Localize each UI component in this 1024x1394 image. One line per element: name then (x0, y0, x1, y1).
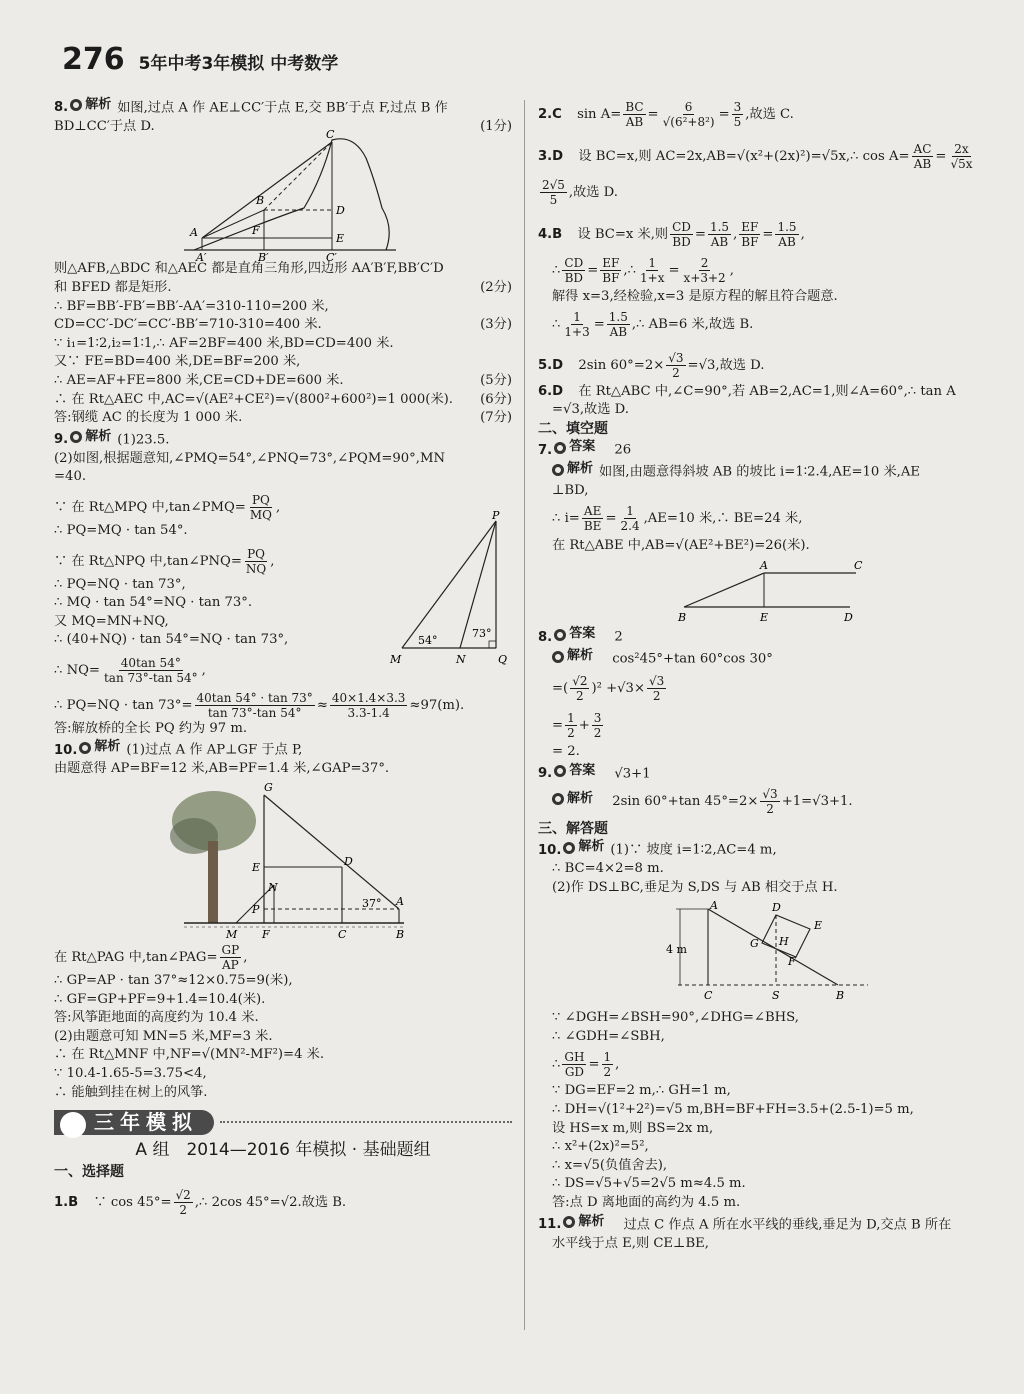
label-B1: B′ (258, 251, 269, 265)
q8-line10: ∴ 在 Rt△AEC 中,AC=√(AE²+CE²)=√(800²+600²)=1 000(米). (6分) (54, 391, 512, 407)
label-height: 4 m (666, 943, 687, 957)
analysis-tag: 解析 (70, 96, 111, 115)
q8-line1: 8. 解析 如图,过点 A 作 AE⊥CC′于点 E,交 BB′于点 F,过点 B 作 (54, 97, 448, 116)
label-angle73: 73° (472, 626, 492, 640)
label-F: F (788, 955, 796, 969)
q10-slope-box-figure (538, 899, 994, 1007)
label-G: G (750, 937, 759, 951)
mock-q3-line2: $\frac{2√5}{5}$ ,故选 D. (542, 177, 618, 207)
q9-line9: 又 MQ=MN+NQ, (54, 613, 169, 629)
label-Q: Q (498, 652, 508, 666)
page-number: 276 (62, 42, 125, 77)
q10-line9: ∵ 10.4-1.65-5=3.75<4, (54, 1065, 207, 1081)
mock-q4-line1: 4.B 设 BC=x 米,则 $\frac{CD}{BD}$ = $\frac{1.5}{AB}$ , $\frac{EF}{BF}$ = $\frac{1.5}{AB}$ , (538, 219, 805, 249)
q10-line7: (2)由题意可知 MN=5 米,MF=3 米. (54, 1028, 273, 1044)
answer-icon (554, 442, 566, 454)
q10-line8: ∴ 在 Rt△MNF 中,NF=√(MN²-MF²)=4 米. (54, 1047, 325, 1063)
analysis-icon (70, 99, 82, 111)
q8-line3: 则△AFB,△BDC 和△AEC 都是直角三角形,四边形 AA′B′F,BB′C′D (54, 261, 444, 277)
label-M: M (390, 652, 402, 666)
q8-mountain-figure (54, 128, 512, 265)
page-header (62, 42, 338, 82)
score: (1分) (480, 118, 512, 134)
mock-q8-line4: = 2. (552, 744, 580, 760)
answer-icon (554, 765, 566, 777)
q9-line12: ∴ PQ=NQ · tan 73°= $\frac{40\tan 54^\circ \cdot \tan 73^\circ}{\tan 73^\circ-\tan 54^\circ}$ ≈ $\frac{40\times 1.4\times 3.3}{3.3-1.4}$ ≈97(m). (54, 690, 465, 720)
q9-line10: ∴ (40+NQ) · tan 54°=NQ · tan 73°, (54, 632, 289, 648)
analysis-icon (552, 464, 564, 476)
analysis-icon (563, 1216, 575, 1228)
mock-q8-answer: 8. 答案 2 (538, 626, 623, 645)
label-A: A (190, 226, 198, 240)
q9-line2: (2)如图,根据题意知,∠PMQ=54°,∠PNQ=73°,∠PQM=90°,MN (54, 450, 446, 466)
mock-q10-line5: ∴ ∠GDH=∠SBH, (552, 1028, 665, 1044)
mock-q10-line3: (2)作 DS⊥BC,垂足为 S,DS 与 AB 相交于点 H. (552, 879, 838, 895)
label-P: P (492, 508, 500, 522)
q9-triangle-figure (384, 508, 514, 673)
mock-q11-line1: 11. 解析 过点 C 作点 A 所在水平线的垂线,垂足为 D,交点 B 所在 (538, 1213, 952, 1232)
mock-q7-line1: 解析 如图,由题意得斜坡 AB 的坡比 i=1∶2.4,AE=10 米,AE (538, 460, 994, 482)
analysis-icon (79, 742, 91, 754)
label-B: B (836, 989, 845, 1003)
q8-line4: 和 BFED 都是矩形. (2分) (54, 280, 512, 296)
label-angle37: 37° (362, 896, 382, 910)
section-solve: 三、解答题 (538, 820, 608, 837)
mock-q7-line4: 在 Rt△ABE 中,AB=√(AE²+BE²)=26(米). (552, 537, 810, 553)
q9-line13: 答:解放桥的全长 PQ 约为 97 m. (54, 720, 248, 736)
label-D: D (336, 204, 345, 218)
label-B: B (396, 927, 405, 941)
q10-line1: 10. 解析 (1)过点 A 作 AP⊥GF 于点 P, (54, 739, 303, 758)
answer-icon (554, 629, 566, 641)
group-title: A 组 2014—2016 年模拟 · 基础题组 (135, 1139, 431, 1160)
q9-line1: 9. 解析 (1)23.5. (54, 428, 170, 448)
label-C: C (326, 128, 335, 142)
mock-q10-line4: ∵ ∠DGH=∠BSH=90°,∠DHG=∠BHS, (552, 1010, 799, 1026)
q8-line5: ∴ BF=BB′-FB′=BB′-AA′=310-110=200 米, (54, 298, 329, 314)
mock-q9-line1: 解析 2sin 60°+tan 45°=2× $\frac{√3}{2}$ +1=√3+1. (538, 784, 994, 820)
label-N: N (268, 880, 278, 894)
label-F: F (262, 927, 270, 941)
label-E: E (760, 611, 769, 625)
mock-q10-line2: ∴ BC=4×2=8 m. (552, 861, 664, 877)
mock-q4-line3: 解得 x=3,经检验,x=3 是原方程的解且符合题意. (552, 289, 838, 304)
mock-q7-answer: 7. 答案 26 (538, 439, 632, 458)
q10-line5: ∴ GF=GP+PF=9+1.4=10.4(米). (54, 991, 266, 1007)
analysis-icon (563, 842, 575, 854)
mock-q5: 5.D 2sin 60°=2× $\frac{√3}{2}$ =√3,故选 D. (538, 351, 765, 381)
label-D: D (844, 611, 853, 625)
left-column (54, 96, 512, 1217)
q10-line6: 答:风筝距地面的高度约为 10.4 米. (54, 1010, 259, 1026)
q9-line7: ∴ PQ=NQ · tan 73°, (54, 576, 186, 592)
mock-q10-line9: 设 HS=x m,则 BS=2x m, (552, 1120, 714, 1136)
pencil-icon (60, 1112, 86, 1138)
mock-q1: 1.B ∵ cos 45°= $\frac{√2}{2}$ ,∴ 2cos 45°=√2.故选 B. (54, 1187, 347, 1217)
q9-line11: ∴ NQ= $\frac{40\tan 54^\circ}{\tan 73^\circ-\tan 54^\circ}$ , (54, 655, 206, 685)
label-C: C (704, 989, 713, 1003)
q10-kite-tree-figure (54, 781, 512, 941)
mock-q4-line2: ∴ $\frac{CD}{BD}$ = $\frac{EF}{BF}$ ,∴ $\frac{1}{1+x}$ = $\frac{2}{x+3+2}$ , (552, 255, 734, 285)
q9-line6: ∵ 在 Rt△NPQ 中,tan∠PNQ= $\frac{PQ}{NQ}$ , (54, 546, 275, 576)
q10-line3: 在 Rt△PAG 中,tan∠PAG= $\frac{GP}{AP}$ , (54, 942, 248, 972)
label-H: H (779, 935, 789, 949)
q8-number: 8. (54, 100, 69, 116)
label-E: E (336, 232, 345, 246)
label-E: E (814, 919, 823, 933)
mock-q4-line4: ∴ $\frac{1}{1+3}$ = $\frac{1.5}{AB}$ ,∴ AB=6 米,故选 B. (552, 310, 754, 340)
mock-q10-line13: 答:点 D 离地面的高约为 4.5 m. (552, 1195, 741, 1211)
q9-line5: ∴ PQ=MQ · tan 54°. (54, 522, 188, 538)
mock-q2: 2.C sin A= $\frac{BC}{AB}$ = $\frac{6}{\text{√(6²+8²)}}$ = $\frac{3}{5}$ ,故选 C. (538, 99, 794, 129)
label-G: G (264, 780, 273, 794)
q8-line2: BD⊥CC′于点 D. (1分) (54, 118, 512, 137)
mock-q8-line3: = $\frac{1}{2}$ + $\frac{3}{2}$ (552, 710, 602, 740)
section-choice: 一、选择题 (54, 1164, 124, 1181)
label-S: S (772, 989, 780, 1003)
mock-q6-line1: 6.D 在 Rt△ABC 中,∠C=90°,若 AB=2,AC=1,则∠A=60°,∴ tan A (538, 383, 956, 399)
mock-q7-line2: ⊥BD, (552, 483, 589, 499)
mock-q11-line2: 水平线于点 E,则 CE⊥BE, (552, 1235, 709, 1251)
label-E: E (252, 860, 261, 874)
label-A1: A′ (196, 251, 207, 265)
q9-body (54, 487, 512, 739)
label-A: A (760, 559, 768, 573)
mock-q10-line10: ∴ x²+(2x)²=5², (552, 1139, 649, 1155)
label-D: D (344, 854, 353, 868)
label-A: A (710, 899, 718, 913)
label-C: C (338, 927, 347, 941)
q8-line11: 答:钢缆 AC 的长度为 1 000 米. (7分) (54, 410, 512, 426)
q7-slope-figure (538, 557, 994, 623)
mock-q8-line1: 解析 cos²45°+tan 60°cos 30° (538, 647, 994, 669)
q8-line8: 又∵ FE=BD=400 米,DE=BF=200 米, (54, 354, 301, 370)
q8-line7: ∵ i₁=1∶2,i₂=1∶1,∴ AF=2BF=400 米,BD=CD=400 米. (54, 335, 394, 351)
mock-q10-line11: ∴ x=√5(负值舍去), (552, 1157, 668, 1173)
column-divider (524, 100, 525, 1330)
q9-line3: =40. (54, 469, 87, 485)
label-P: P (252, 902, 260, 916)
label-F: F (252, 224, 260, 238)
mock-q10-line12: ∴ DS=√5+√5=2√5 m≈4.5 m. (552, 1176, 746, 1192)
label-D: D (772, 901, 781, 915)
section-banner: 三年模拟 (54, 1110, 512, 1135)
q9-line8: ∴ MQ · tan 54°=NQ · tan 73°. (54, 595, 253, 611)
mock-q6-line2: =√3,故选 D. (552, 402, 629, 418)
q8-line9: ∴ AE=AF+FE=800 米,CE=CD+DE=600 米. (5分) (54, 373, 512, 389)
q10-line10: ∴ 能触到挂在树上的风筝. (54, 1084, 208, 1100)
mock-q10-line1: 10. 解析 (1)∵ 坡度 i=1∶2,AC=4 m, (538, 839, 777, 858)
label-angle54: 54° (418, 633, 438, 647)
mock-q8-line2: =( $\frac{√2}{2}$ )² +√3× $\frac{√3}{2}$ (552, 673, 665, 703)
label-N: N (456, 652, 466, 666)
label-A: A (396, 894, 404, 908)
label-C1: C′ (326, 251, 337, 265)
section-fill: 二、填空题 (538, 420, 608, 437)
book-title: 5年中考3年模拟 中考数学 (138, 54, 339, 74)
mock-q10-line8: ∴ DH=√(1²+2²)=√5 m,BH=BF+FH=3.5+(2.5-1)=5 m, (552, 1102, 914, 1118)
q10-line4: ∴ GP=AP · tan 37°≈12×0.75=9(米), (54, 972, 293, 988)
right-column (538, 96, 994, 1253)
analysis-icon (552, 793, 564, 805)
label-M: M (226, 927, 238, 941)
q10-line2: 由题意得 AP=BF=12 米,AB=PF=1.4 米,∠GAP=37°. (54, 761, 390, 777)
label-C: C (854, 559, 863, 573)
q8-line6: CD=CC′-DC′=CC′-BB′=710-310=400 米. (3分) (54, 317, 512, 333)
q9-line4: ∵ 在 Rt△MPQ 中,tan∠PMQ= $\frac{PQ}{MQ}$ , (54, 492, 281, 522)
mock-q10-line6: ∴ $\frac{GH}{GD}$ = $\frac{1}{2}$ , (552, 1049, 620, 1079)
mock-q9-answer: 9. 答案 √3+1 (538, 762, 651, 782)
analysis-icon (552, 651, 564, 663)
mock-q10-line7: ∵ DG=EF=2 m,∴ GH=1 m, (552, 1083, 731, 1099)
label-B: B (678, 611, 687, 625)
mock-q7-line3: ∴ i= $\frac{AE}{BE}$ = $\frac{1}{2.4}$ ,AE=10 米,∴ BE=24 米, (552, 504, 803, 534)
label-B: B (256, 194, 265, 208)
analysis-icon (70, 431, 82, 443)
mock-q3-line1: 3.D 设 BC=x,则 AC=2x,AB=√(x²+(2x)²)=√5x,∴ cos A= $\frac{AC}{AB}$ = $\frac{2x}{√5x}$ (538, 141, 973, 171)
